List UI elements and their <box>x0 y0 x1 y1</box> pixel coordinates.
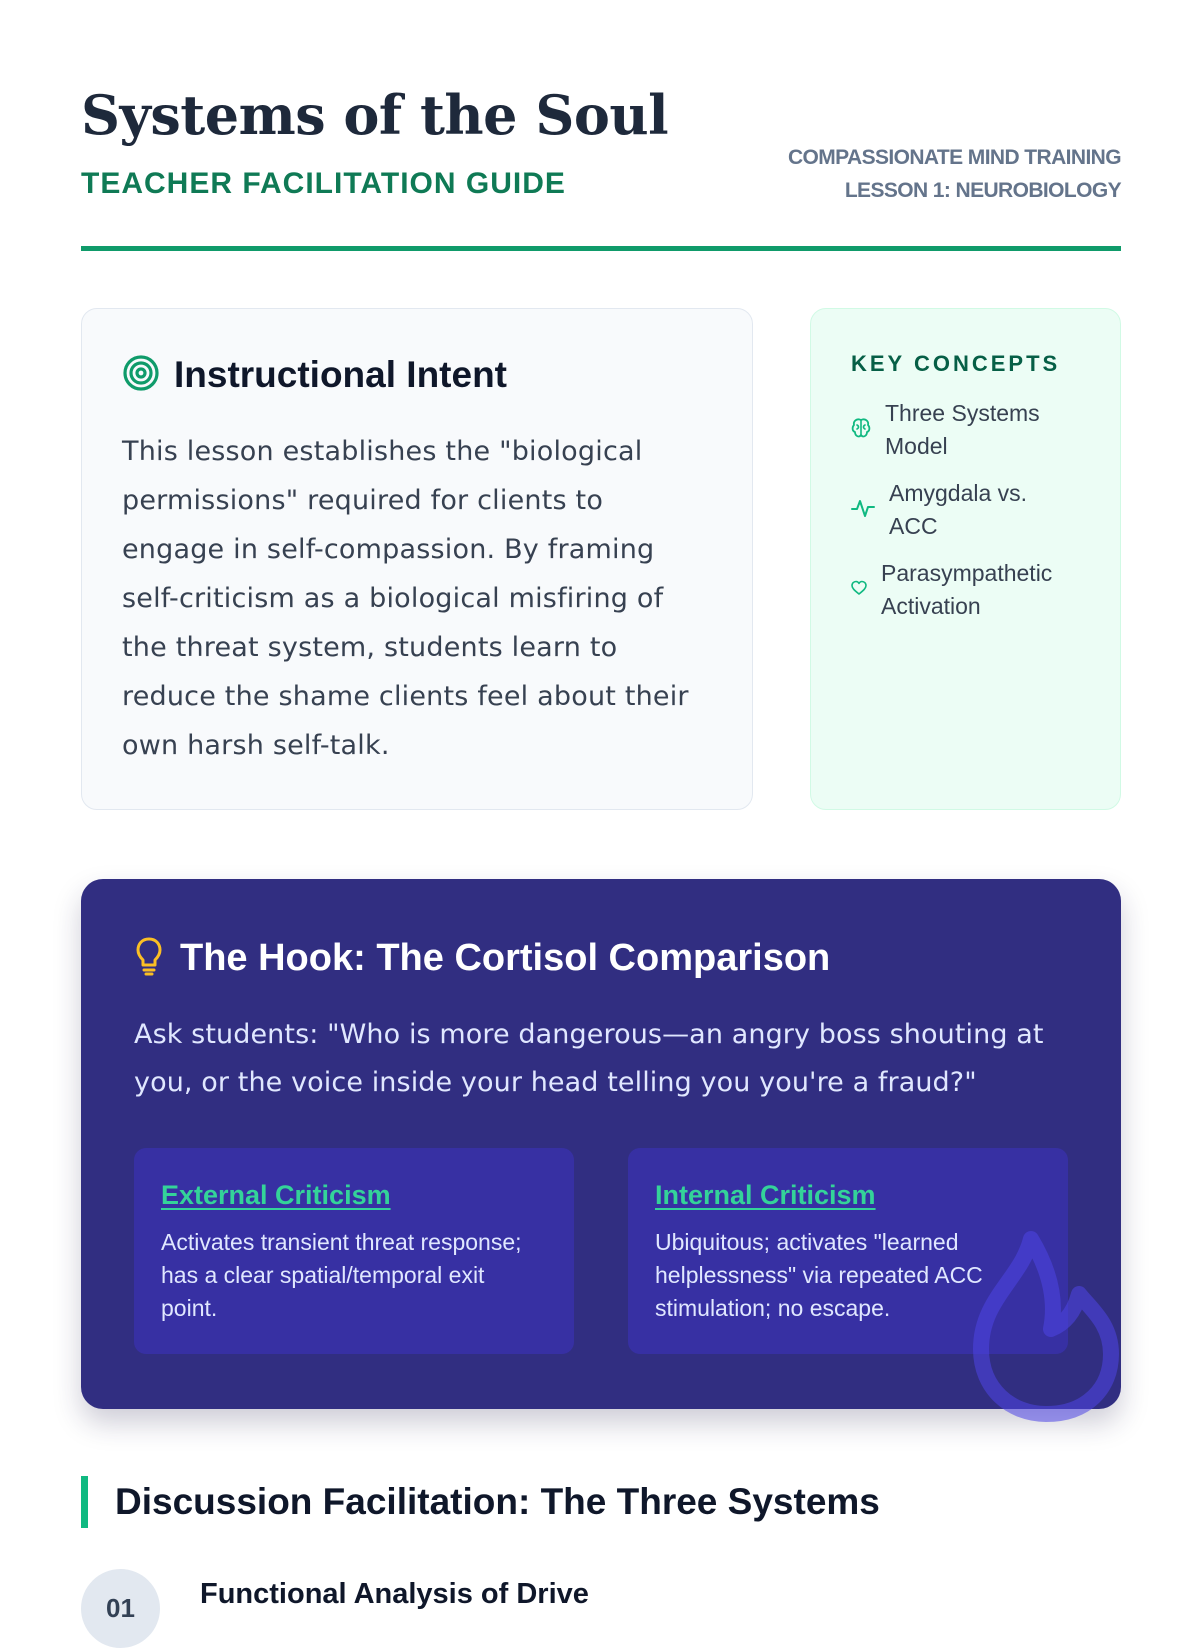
discussion-section-title: Discussion Facilitation: The Three Systems <box>81 1476 1121 1528</box>
list-item <box>851 397 1080 463</box>
heart-icon <box>851 580 867 601</box>
step-title: Functional Analysis of Drive <box>200 1578 589 1610</box>
brain-icon <box>851 417 871 444</box>
key-concepts-card <box>810 308 1121 810</box>
pulse-icon <box>851 497 875 524</box>
key-concepts-list <box>851 397 1080 623</box>
course-meta <box>788 141 1121 207</box>
card-title: Internal Criticism <box>655 1180 876 1210</box>
criticism-comparison <box>134 1148 1068 1354</box>
intent-title: Instructional Intent <box>174 354 507 395</box>
external-criticism-card <box>134 1148 574 1354</box>
header-divider <box>81 246 1121 251</box>
lesson-label: LESSON 1: NEUROBIOLOGY <box>844 179 1121 202</box>
lightbulb-icon <box>134 936 164 981</box>
intent-heading <box>122 351 712 399</box>
concept-label: Amygdala vs. ACC <box>889 480 1028 539</box>
card-body: Ubiquitous; activates "learned helplessness" via repeated ACC stimulation; no escape. <box>655 1229 983 1321</box>
hook-section <box>81 879 1121 1409</box>
flame-icon <box>961 1229 1121 1409</box>
course-name: COMPASSIONATE MIND TRAINING <box>787 146 1121 169</box>
key-concepts-label: KEY CONCEPTS <box>851 351 1061 376</box>
intent-body: This lesson establishes the "biological permissions" required for clients to engage in self-compassion. By framing self-criticism as a biological misfiring of the threat system, students learn to reduce the shame clients feel about their own harsh self-talk. <box>122 436 689 761</box>
hook-heading <box>134 933 1068 983</box>
card-title: External Criticism <box>161 1180 391 1210</box>
step-number-badge: 01 <box>81 1569 160 1648</box>
document-title: Systems of the Soul <box>81 83 669 147</box>
document-header <box>81 80 1121 250</box>
list-item <box>851 477 1080 543</box>
list-item <box>851 557 1080 623</box>
hook-question: Ask students: "Who is more dangerous—an angry boss shouting at you, or the voice inside your head telling you you're a fraud?" <box>134 1019 1044 1098</box>
card-body: Activates transient threat response; has a clear spatial/temporal exit point. <box>161 1229 522 1321</box>
document-subtitle: TEACHER FACILITATION GUIDE <box>81 167 566 200</box>
target-icon <box>122 354 160 397</box>
concept-label: Three Systems Model <box>885 400 1040 459</box>
concept-label: Parasympathetic Activation <box>881 560 1053 619</box>
instructional-intent-card <box>81 308 753 810</box>
hook-title: The Hook: The Cortisol Comparison <box>180 936 831 979</box>
